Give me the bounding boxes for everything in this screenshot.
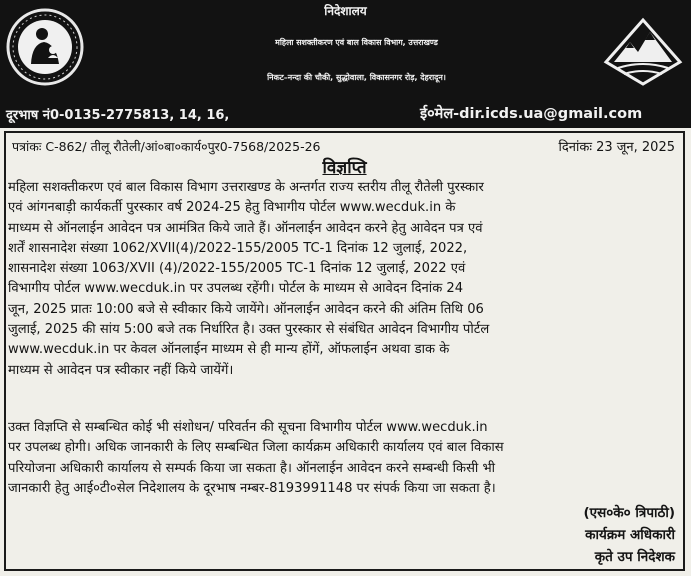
letterhead [0,0,691,128]
paragraph-line: एवं आंगनबाड़ी कार्यकर्ती पुरस्कार वर्ष 2024-25 हेतु विभागीय पोर्टल www.wecduk.in के [8,200,456,216]
signatory-name: (एस०के० त्रिपाठी) [583,505,675,521]
paragraph-line: उक्त विज्ञप्ति से सम्बन्धित कोई भी संशोधन/ परिवर्तन की सूचना विभागीय पोर्टल www.wecduk.in [8,420,488,435]
paragraph-line: www.wecduk.in पर केवल ऑनलाईन माध्यम से ही मान्य होंगें, ऑफलाईन अथवा डाक के [8,342,450,358]
paragraph-line: शर्तें शासनादेश संख्या 1062/XVII(4)/2022-155/2005 TC-1 दिनांक 12 जुलाई, 2022, [8,240,468,256]
paragraph-line: जुलाई, 2025 की सांय 5:00 बजे तक निर्धारित है। उक्त पुरस्कार से संबंधित आवेदन विभागीय पोर्टल [8,322,490,338]
paragraph-line: माध्यम से ऑनलाईन आवेदन पत्र आमंत्रित किये जाते हैं। ऑनलाईन आवेदन करने हेतु आवेदन पत्र एवं [8,220,483,236]
paragraph-line: पर उपलब्ध होगी। अधिक जानकारी के लिए सम्बन्धित जिला कार्यक्रम अधिकारी कार्यालय एवं बाल विकास [8,440,504,456]
directorate-title: निदेशालय [324,4,367,18]
paragraph-line: जून, 2025 प्रातः 10:00 बजे से स्वीकार किये जायेंगे। ऑनलाईन आवेदन करने की अंतिम तिथि 06 [8,301,484,317]
reference-number: पत्रांकः C-862/ तीलू रौतेली/आं०बा०कार्य०पुर0-7568/2025-26 [12,139,321,154]
office-address: निकट–नन्दा की चौकी, सुद्धोवाला, विकासनगर रोड़, देहरादून। [267,73,446,82]
paragraph-line: विभागीय पोर्टल www.wecduk.in पर उपलब्ध रहेंगी। पोर्टल के माध्यम से आवेदन दिनांक 24 [8,281,464,297]
paragraph-2 [8,418,504,499]
paragraph-line: माध्यम से आवेदन पत्र स्वीकार नहीं किये जायेंगें। [8,362,234,378]
paragraph-line: शासनादेश संख्या 1063/XVII (4)/2022-155/2005 TC-1 दिनांक 12 जुलाई, 2022 एवं [8,261,466,277]
signatory-role: कृते उप निदेशक [594,549,675,565]
notice-box [4,131,685,571]
notice-heading-text: विज्ञप्ति [322,158,367,178]
email-address: ई०मेल-dir.icds.ua@gmail.com [420,106,643,122]
notice-date: दिनांकः 23 जून, 2025 [558,140,675,155]
paragraph-line: जानकारी हेतु आई०टी०सेल निदेशालय के दूरभाष नम्बर-8193991148 पर संपर्क किया जा सकता है। [8,480,496,496]
paragraph-1 [8,178,489,381]
paragraph-line: महिला सशक्तीकरण एवं बाल विकास विभाग उत्तराखण्ड के अन्तर्गत राज्य स्तरीय तीलू रौतेली पुरस्कार [8,180,484,195]
notice-heading [6,155,683,178]
department-name: महिला सशक्तीकरण एवं बाल विकास विभाग, उत्तराखण्ड [275,38,438,47]
phone-numbers: दूरभाष नं0-0135-2775813, 14, 16, [6,108,230,123]
uttarakhand-mountain-emblem-icon [600,12,686,92]
signatory-title: कार्यक्रम अधिकारी [585,527,675,543]
paragraph-line: परियोजना अधिकारी कार्यालय से सम्पर्क किया जा सकता है। ऑनलाईन आवेदन करने सम्बन्धी किसी भी [8,460,496,476]
